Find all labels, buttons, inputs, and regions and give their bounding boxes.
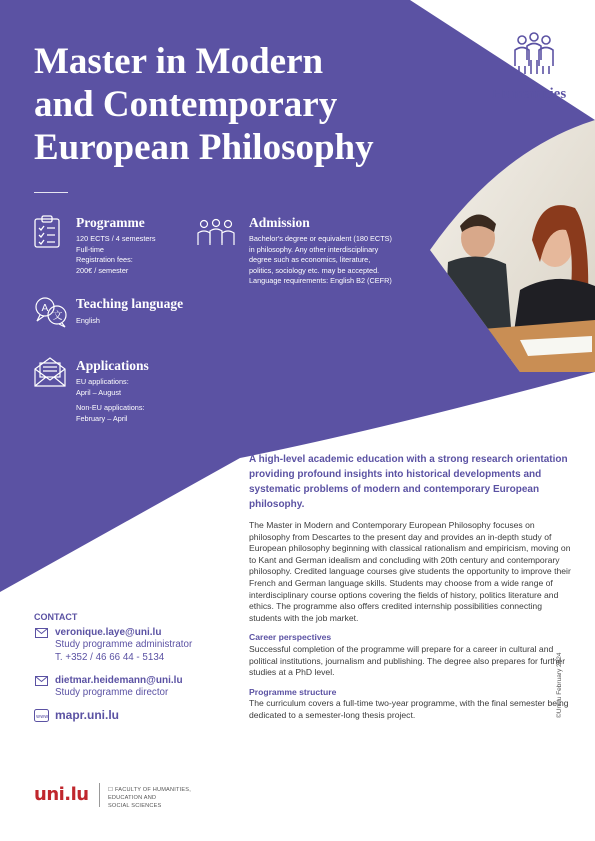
admission-line: politics, sociology etc. may be accepted.: [249, 265, 380, 275]
career-heading: Career perspectives: [249, 632, 332, 643]
admission-line: degree such as economics, literature,: [249, 255, 371, 264]
svg-text:A: A: [41, 303, 49, 314]
admission-line: in philosophy. Any other interdisciplinary: [249, 244, 379, 254]
contact-1-role: Study programme administrator: [55, 639, 193, 650]
square-icon: ☐: [108, 787, 115, 793]
mail-icon: [35, 628, 48, 638]
programme-line: 200€ / semester: [76, 265, 129, 275]
faculty-name: [108, 786, 191, 810]
career-text: Successful completion of the programme will prepare for a career in cultural and political institutions, journalism and publishing. The degree also prepares for further studies at a PhD level.: [249, 643, 566, 678]
faculty-line: [108, 786, 191, 794]
teaching-language-section: [76, 296, 183, 327]
website-link[interactable]: mapr.uni.lu: [55, 708, 120, 722]
teaching-language-heading: Teaching language: [76, 296, 184, 311]
copyright-date: ©Uni.lu February 2024: [556, 652, 563, 718]
eu-applications-value: April – August: [76, 387, 122, 397]
logo-divider: [99, 783, 100, 807]
lead-paragraph: A high-level academic education with a strong research orientation providing profound insights into historical developments and systematic problems of modern and contemporary European philosophy.: [249, 454, 568, 510]
programme-heading: Programme: [76, 215, 145, 230]
envelope-letter-icon: [33, 356, 67, 388]
clipboard-checklist-icon: [33, 215, 61, 249]
contact-2-email-link[interactable]: dietmar.heidemann@uni.lu: [55, 675, 183, 686]
teaching-language-value: English: [76, 316, 100, 325]
web-icon: [34, 709, 49, 722]
noneu-applications-label: Non-EU applications:: [76, 403, 145, 412]
svg-text:文: 文: [52, 311, 63, 322]
admission-line: Bachelor's degree or equivalent (180 ECTS): [249, 234, 392, 243]
contact-1-phone: T. +352 / 46 66 44 - 5134: [55, 652, 165, 663]
contact-1: [55, 627, 192, 664]
title-line: Master in Modern: [34, 41, 324, 82]
admission-details: [249, 234, 439, 287]
programme-line: 120 ECTS / 4 semesters: [76, 234, 156, 243]
applications-section: [76, 358, 149, 424]
title-line: and Contemporary: [34, 84, 338, 125]
faculty-line-text: FACULTY OF HUMANITIES,: [114, 787, 191, 793]
description-paragraph: The Master in Modern and Contemporary European Philosophy focuses on philosophy from Descartes to the present day and provides an in-depth study of European philosophy beginning with classical rationalism and empiricism, moving on to Kant and German idealism and concluding with 20th century and contemporary philosophy. Credited language courses give students the opportunity to improve their French and German language skills. Students may choose from a wide range of interdisciplinary course options covering the fields of history, politics literature and ethics. The programme also offers credited internship possibilities connecting students with the job market.: [249, 520, 571, 623]
structure-heading: Programme structure: [249, 686, 337, 697]
contact-heading: CONTACT: [34, 612, 78, 622]
structure-text: The curriculum covers a full-time two-year programme, with the final semester being dedicated to a semester-long thesis project.: [249, 698, 569, 720]
language-speech-icon: [33, 296, 69, 328]
applications-details: [76, 377, 149, 424]
noneu-applications-value: February – April: [76, 413, 128, 423]
programme-section: [76, 215, 156, 276]
contact-1-email-link[interactable]: veronique.laye@uni.lu: [55, 627, 162, 638]
uni-lu-logo: uni.lu: [34, 784, 89, 805]
contact-2: [55, 675, 183, 699]
faculty-line: SOCIAL SCIENCES: [108, 803, 162, 809]
title-divider: [34, 192, 68, 193]
applications-heading: Applications: [76, 358, 149, 373]
page-title: [34, 40, 434, 169]
programme-line: Full-time: [76, 244, 104, 254]
eu-applications-label: EU applications:: [76, 377, 129, 386]
mail-icon: [35, 676, 48, 686]
programme-details: [76, 234, 156, 276]
title-line: European Philosophy: [34, 127, 374, 168]
admission-line: Language requirements: English B2 (CEFR): [249, 276, 392, 285]
people-group-icon: [196, 218, 236, 246]
people-group-icon: [510, 30, 558, 78]
programme-line: Registration fees:: [76, 255, 133, 264]
faculty-line: EDUCATION AND: [108, 795, 157, 801]
category-label: Humanities: [492, 86, 567, 102]
svg-text:www: www: [36, 714, 49, 720]
admission-section: [249, 215, 439, 287]
main-content: [249, 520, 571, 722]
admission-heading: Admission: [249, 215, 310, 230]
contact-2-role: Study programme director: [55, 687, 169, 698]
